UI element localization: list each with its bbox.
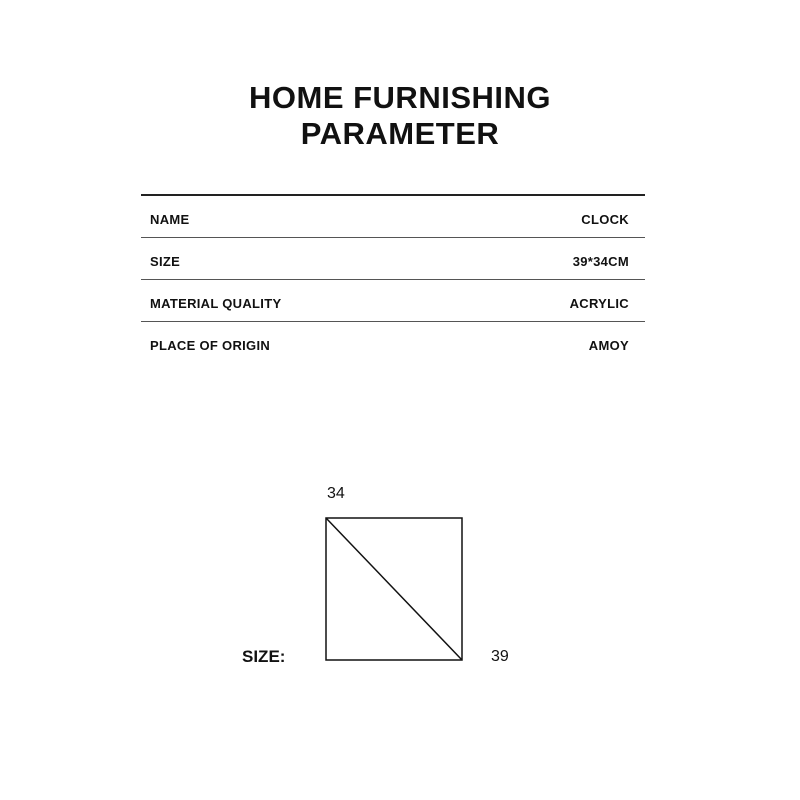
row-value: ACRYLIC: [569, 296, 629, 311]
table-row-origin: [141, 322, 645, 363]
table-row-name: [141, 196, 645, 238]
page-title-line-1: HOME FURNISHING: [249, 80, 551, 115]
row-label: NAME: [150, 212, 190, 227]
size-diagram-label: SIZE:: [242, 647, 286, 666]
width-dimension-label: 34: [327, 485, 345, 502]
size-diagram-diagonal: [326, 518, 462, 660]
row-label: MATERIAL QUALITY: [150, 296, 282, 311]
row-value: 39*34CM: [572, 254, 629, 269]
page-title-line-2: PARAMETER: [300, 116, 500, 151]
row-label: SIZE: [150, 254, 181, 269]
row-value: CLOCK: [581, 212, 629, 227]
table-row-material: [141, 280, 645, 322]
height-dimension-label: 39: [491, 648, 509, 665]
row-label: PLACE OF ORIGIN: [150, 338, 271, 353]
parameter-table: [141, 194, 645, 363]
size-diagram: [325, 517, 465, 663]
table-row-size: [141, 238, 645, 280]
row-value: AMOY: [588, 338, 629, 353]
